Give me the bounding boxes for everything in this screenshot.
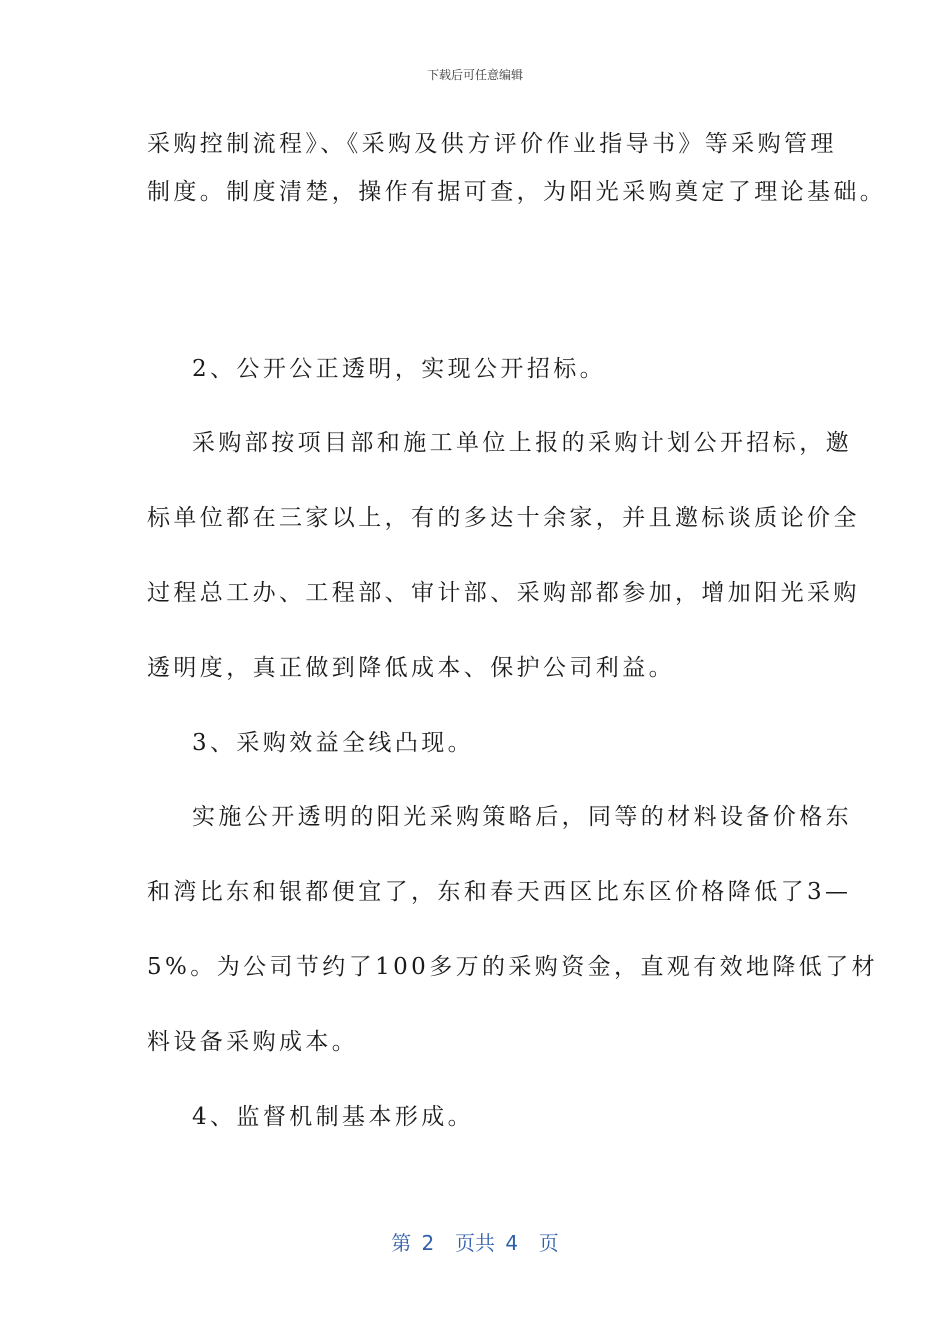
paragraph-line: 标单位都在三家以上，有的多达十余家，并且邀标谈质论价全 [147,505,860,531]
paragraph-line: 料设备采购成本。 [147,1029,359,1055]
paragraph-line: 制度。制度清楚，操作有据可查，为阳光采购奠定了理论基础。 [147,179,887,205]
page-header-note: 下载后可任意编辑 [426,68,523,82]
paragraph-line: 实施公开透明的阳光采购策略后，同等的材料设备价格东 [192,804,852,830]
page-number-footer: 第 2 页共 4 页 [391,1231,559,1255]
paragraph-line: 透明度，真正做到降低成本、保护公司利益。 [147,655,675,681]
paragraph-line: 和湾比东和银都便宜了，东和春天西区比东区价格降低了3— [147,879,852,905]
paragraph-line: 采购部按项目部和施工单位上报的采购计划公开招标，邀 [192,430,852,456]
paragraph-line: 采购控制流程》、《采购及供方评价作业指导书》等采购管理 [147,131,837,157]
section-heading-4: 4、监督机制基本形成。 [192,1104,475,1130]
paragraph-line: 过程总工办、工程部、审计部、采购部都参加，增加阳光采购 [147,580,860,606]
paragraph-line: 5%。为公司节约了100多万的采购资金，直观有效地降低了材 [147,954,878,980]
section-heading-3: 3、采购效益全线凸现。 [192,730,475,756]
section-heading-2: 2、公开公正透明，实现公开招标。 [192,356,607,382]
